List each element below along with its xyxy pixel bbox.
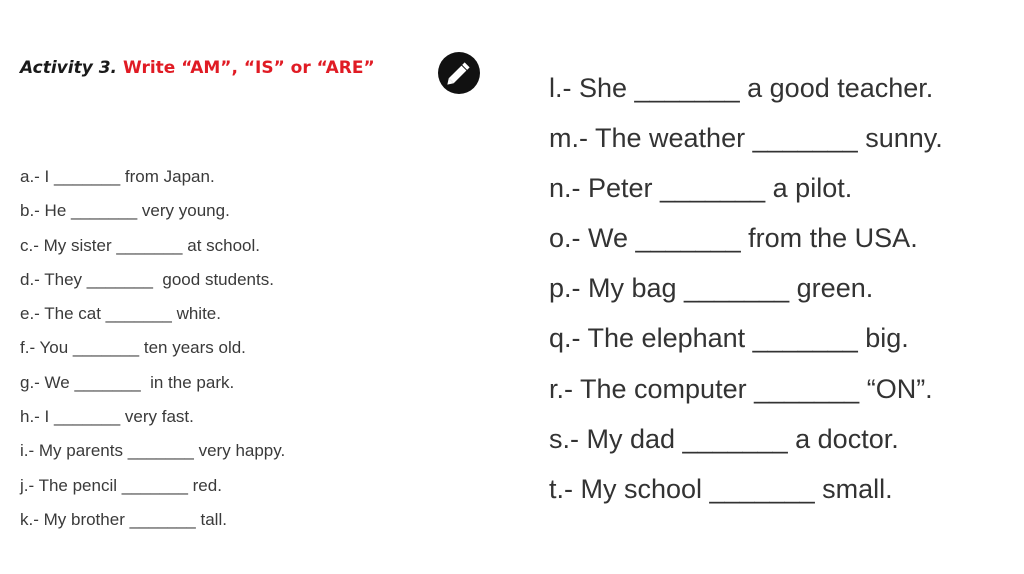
exercise-item: r.- The computer _______ “ON”. [549,373,933,404]
activity-instruction: Write “AM”, “IS” or “ARE” [123,58,375,78]
exercise-item: q.- The elephant _______ big. [549,323,909,354]
exercise-item: c.- My sister _______ at school. [20,235,261,255]
exercise-item: f.- You _______ ten years old. [20,338,246,358]
exercise-item: d.- They _______ good students. [20,269,274,289]
exercise-item: s.- My dad _______ a doctor. [549,423,899,454]
exercise-item: o.- We _______ from the USA. [549,223,918,254]
activity-number: Activity 3. [20,58,117,78]
exercise-list-left [20,166,285,543]
exercise-item: b.- He _______ very young. [20,201,230,221]
exercise-item: g.- We _______ in the park. [20,372,235,392]
exercise-item: n.- Peter _______ a pilot. [549,173,853,204]
exercise-item: l.- She _______ a good teacher. [549,73,934,103]
pencil-icon [438,52,480,94]
exercise-item: i.- My parents _______ very happy. [20,441,286,461]
exercise-item: a.- I _______ from Japan. [20,167,215,186]
exercise-item: t.- My school _______ small. [549,473,893,504]
exercise-item: k.- My brother _______ tall. [20,509,227,529]
exercise-item: j.- The pencil _______ red. [20,475,222,495]
exercise-list-right [549,70,943,521]
exercise-item: m.- The weather _______ sunny. [549,123,943,154]
activity-title [20,58,375,78]
exercise-item: p.- My bag _______ green. [549,273,874,304]
exercise-item: e.- The cat _______ white. [20,304,221,324]
exercise-item: h.- I _______ very fast. [20,407,194,427]
